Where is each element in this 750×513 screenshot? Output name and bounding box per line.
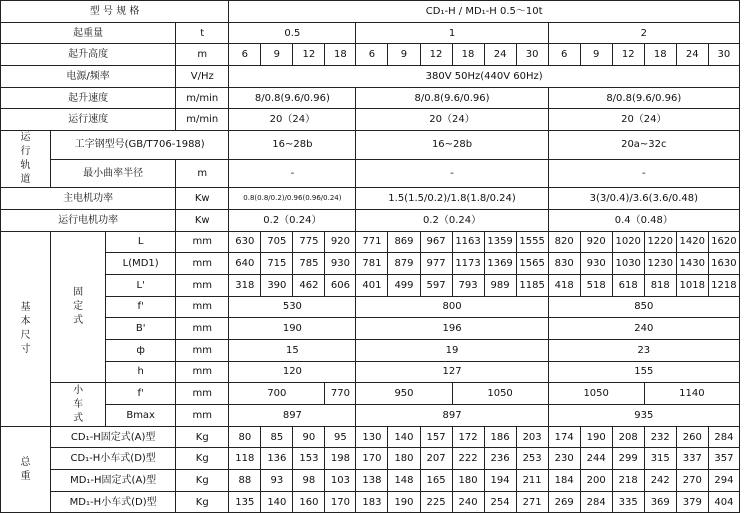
unit-cell: mm: [176, 274, 229, 296]
table-row: [1, 22, 740, 44]
value-cell: 180: [452, 470, 484, 492]
value-cell: 2: [548, 22, 739, 44]
value-cell: 418: [548, 274, 580, 296]
unit-cell: m: [176, 44, 229, 66]
value-cell: 30: [516, 44, 548, 66]
value-cell: 208: [612, 426, 644, 448]
value-cell: 640: [229, 253, 261, 275]
model-value: CD₁-H / MD₁-H 0.5～10t: [229, 1, 740, 23]
value-cell: 232: [644, 426, 676, 448]
unit-cell: m/min: [176, 109, 229, 131]
row-label: 运行电机功率: [1, 209, 176, 231]
value-cell: 1420: [676, 231, 708, 253]
unit-cell: mm: [176, 318, 229, 340]
value-cell: 184: [548, 470, 580, 492]
row-label: 运行速度: [1, 109, 176, 131]
dim-label: L': [106, 274, 176, 296]
value-cell: 8/0.8(9.6/0.96): [229, 87, 356, 109]
row-label: 起重量: [1, 22, 176, 44]
value-cell: 315: [644, 448, 676, 470]
value-cell: 299: [612, 448, 644, 470]
row-label: 工字钢型号(GB/T706-1988): [51, 131, 229, 160]
value-cell: 20（24）: [356, 109, 548, 131]
value-cell: 930: [580, 253, 612, 275]
value-cell: 160: [293, 491, 325, 513]
group-label-total-weight: 总重: [1, 426, 51, 513]
table-row: [1, 159, 740, 188]
value-cell: 530: [229, 296, 356, 318]
unit-cell: m: [176, 159, 229, 188]
unit-cell: m/min: [176, 87, 229, 109]
value-cell: 284: [580, 491, 612, 513]
value-cell: 93: [261, 470, 293, 492]
value-cell: 920: [325, 231, 356, 253]
group-label-fixed-type: 固定式: [51, 231, 106, 383]
value-cell: 284: [708, 426, 739, 448]
value-cell: 771: [356, 231, 388, 253]
row-label: 起升速度: [1, 87, 176, 109]
value-cell: 294: [708, 470, 739, 492]
dim-label: f': [106, 383, 176, 405]
value-cell: 518: [580, 274, 612, 296]
dim-label: L(MD1): [106, 253, 176, 275]
value-cell: 271: [516, 491, 548, 513]
value-cell: 597: [420, 274, 452, 296]
value-cell: 818: [644, 274, 676, 296]
value-cell: 18: [452, 44, 484, 66]
table-row: [1, 339, 740, 361]
value-cell: 95: [325, 426, 356, 448]
value-cell: 222: [452, 448, 484, 470]
value-cell: 190: [229, 318, 356, 340]
table-row: [1, 383, 740, 405]
value-cell: 499: [388, 274, 420, 296]
table-row: [1, 109, 740, 131]
value-cell: 318: [229, 274, 261, 296]
value-cell: 6: [356, 44, 388, 66]
unit-cell: mm: [176, 405, 229, 427]
value-cell: 85: [261, 426, 293, 448]
value-cell: 1185: [516, 274, 548, 296]
value-cell: 136: [261, 448, 293, 470]
table-row: [1, 491, 740, 513]
value-cell: 12: [293, 44, 325, 66]
value-cell: 630: [229, 231, 261, 253]
dim-label: h: [106, 361, 176, 383]
value-cell: 9: [261, 44, 293, 66]
value-cell: 879: [388, 253, 420, 275]
value-cell: 18: [644, 44, 676, 66]
value-cell: 148: [388, 470, 420, 492]
value-cell: 24: [484, 44, 516, 66]
value-cell: 0.8(0.8/0.2)/0.96(0.96/0.24): [229, 188, 356, 210]
value-cell: 170: [325, 491, 356, 513]
value-cell: 830: [548, 253, 580, 275]
value-cell: 850: [548, 296, 739, 318]
value-cell: 207: [420, 448, 452, 470]
value-cell: 1620: [708, 231, 739, 253]
dim-label: Bmax: [106, 405, 176, 427]
group-label-trolley-type: 小车式: [51, 383, 106, 426]
table-row: [1, 361, 740, 383]
value-cell: 186: [484, 426, 516, 448]
value-cell: 218: [612, 470, 644, 492]
value-cell: 16~28b: [229, 131, 356, 160]
value-cell: 1555: [516, 231, 548, 253]
value-cell: 935: [548, 405, 739, 427]
value-cell: 0.2（0.24）: [229, 209, 356, 231]
table-row: [1, 44, 740, 66]
value-cell: 897: [229, 405, 356, 427]
unit-cell: Kg: [176, 491, 229, 513]
value-cell: 242: [644, 470, 676, 492]
value-cell: 130: [356, 426, 388, 448]
value-cell: 240: [548, 318, 739, 340]
unit-cell: Kg: [176, 426, 229, 448]
unit-cell: mm: [176, 361, 229, 383]
table-row: [1, 426, 740, 448]
value-cell: 618: [612, 274, 644, 296]
value-cell: 977: [420, 253, 452, 275]
value-cell: 16~28b: [356, 131, 548, 160]
group-label-track: 运行轨道: [1, 131, 51, 188]
unit-cell: mm: [176, 253, 229, 275]
table-row: [1, 131, 740, 160]
value-cell: 869: [388, 231, 420, 253]
dim-label: B': [106, 318, 176, 340]
value-cell: 24: [676, 44, 708, 66]
value-cell: -: [548, 159, 739, 188]
unit-cell: Kg: [176, 448, 229, 470]
row-label: CD₁-H固定式(A)型: [51, 426, 176, 448]
value-cell: 1230: [644, 253, 676, 275]
value-cell: 9: [388, 44, 420, 66]
value-cell: 380V 50Hz(440V 60Hz): [229, 66, 740, 88]
unit-cell: mm: [176, 383, 229, 405]
value-cell: 174: [548, 426, 580, 448]
value-cell: 785: [293, 253, 325, 275]
value-cell: 1565: [516, 253, 548, 275]
unit-cell: mm: [176, 231, 229, 253]
value-cell: 20（24）: [229, 109, 356, 131]
value-cell: 897: [356, 405, 548, 427]
value-cell: 335: [612, 491, 644, 513]
value-cell: 98: [293, 470, 325, 492]
value-cell: 369: [644, 491, 676, 513]
row-label: 起升高度: [1, 44, 176, 66]
dim-label: f': [106, 296, 176, 318]
model-spec-label: 型 号 规 格: [1, 1, 229, 23]
value-cell: 196: [356, 318, 548, 340]
value-cell: 337: [676, 448, 708, 470]
value-cell: 244: [580, 448, 612, 470]
value-cell: 0.4（0.48）: [548, 209, 739, 231]
value-cell: 230: [548, 448, 580, 470]
value-cell: 254: [484, 491, 516, 513]
row-label: MD₁-H小车式(D)型: [51, 491, 176, 513]
value-cell: -: [356, 159, 548, 188]
value-cell: 1359: [484, 231, 516, 253]
value-cell: 9: [580, 44, 612, 66]
value-cell: 1220: [644, 231, 676, 253]
value-cell: 23: [548, 339, 739, 361]
value-cell: 0.2（0.24）: [356, 209, 548, 231]
value-cell: 20a~32c: [548, 131, 739, 160]
value-cell: 1163: [452, 231, 484, 253]
unit-cell: mm: [176, 339, 229, 361]
row-label: 电源/频率: [1, 66, 176, 88]
value-cell: 1050: [548, 383, 644, 405]
value-cell: 190: [580, 426, 612, 448]
value-cell: 153: [293, 448, 325, 470]
value-cell: 3(3/0.4)/3.6(3.6/0.48): [548, 188, 739, 210]
group-label-basic-dimensions: 基本尺寸: [1, 231, 51, 426]
value-cell: 800: [356, 296, 548, 318]
value-cell: 390: [261, 274, 293, 296]
value-cell: 1218: [708, 274, 739, 296]
value-cell: 775: [293, 231, 325, 253]
table-row: [1, 253, 740, 275]
value-cell: 103: [325, 470, 356, 492]
value-cell: 1018: [676, 274, 708, 296]
value-cell: 18: [325, 44, 356, 66]
value-cell: 1140: [644, 383, 739, 405]
table-row: [1, 448, 740, 470]
value-cell: 1020: [612, 231, 644, 253]
row-label: CD₁-H小车式(D)型: [51, 448, 176, 470]
value-cell: -: [229, 159, 356, 188]
unit-cell: Kw: [176, 209, 229, 231]
value-cell: 12: [420, 44, 452, 66]
value-cell: 12: [612, 44, 644, 66]
value-cell: 19: [356, 339, 548, 361]
table-row: [1, 296, 740, 318]
value-cell: 1430: [676, 253, 708, 275]
table-row: [1, 231, 740, 253]
value-cell: 793: [452, 274, 484, 296]
value-cell: 135: [229, 491, 261, 513]
dim-label: L: [106, 231, 176, 253]
table-row: [1, 274, 740, 296]
value-cell: 157: [420, 426, 452, 448]
value-cell: 20（24）: [548, 109, 739, 131]
value-cell: 404: [708, 491, 739, 513]
value-cell: 190: [388, 491, 420, 513]
table-row: [1, 66, 740, 88]
table-row: [1, 209, 740, 231]
value-cell: 183: [356, 491, 388, 513]
value-cell: 118: [229, 448, 261, 470]
value-cell: 989: [484, 274, 516, 296]
value-cell: 0.5: [229, 22, 356, 44]
unit-cell: Kw: [176, 188, 229, 210]
dim-label: ф: [106, 339, 176, 361]
value-cell: 15: [229, 339, 356, 361]
value-cell: 967: [420, 231, 452, 253]
value-cell: 194: [484, 470, 516, 492]
value-cell: 781: [356, 253, 388, 275]
unit-cell: mm: [176, 296, 229, 318]
value-cell: 820: [548, 231, 580, 253]
value-cell: 30: [708, 44, 739, 66]
value-cell: 240: [452, 491, 484, 513]
row-label: MD₁-H固定式(A)型: [51, 470, 176, 492]
value-cell: 930: [325, 253, 356, 275]
value-cell: 172: [452, 426, 484, 448]
value-cell: 90: [293, 426, 325, 448]
value-cell: 700: [229, 383, 325, 405]
value-cell: 225: [420, 491, 452, 513]
value-cell: 379: [676, 491, 708, 513]
value-cell: 165: [420, 470, 452, 492]
value-cell: 155: [548, 361, 739, 383]
value-cell: 127: [356, 361, 548, 383]
value-cell: 140: [261, 491, 293, 513]
value-cell: 270: [676, 470, 708, 492]
value-cell: 950: [356, 383, 452, 405]
value-cell: 715: [261, 253, 293, 275]
unit-cell: t: [176, 22, 229, 44]
value-cell: 1030: [612, 253, 644, 275]
value-cell: 120: [229, 361, 356, 383]
row-label: 最小曲率半径: [51, 159, 176, 188]
table-row: [1, 1, 740, 23]
value-cell: 8/0.8(9.6/0.96): [356, 87, 548, 109]
value-cell: 6: [548, 44, 580, 66]
value-cell: 1.5(1.5/0.2)/1.8(1.8/0.24): [356, 188, 548, 210]
value-cell: 200: [580, 470, 612, 492]
value-cell: 211: [516, 470, 548, 492]
value-cell: 138: [356, 470, 388, 492]
value-cell: 6: [229, 44, 261, 66]
value-cell: 140: [388, 426, 420, 448]
value-cell: 1050: [452, 383, 548, 405]
value-cell: 8/0.8(9.6/0.96): [548, 87, 739, 109]
unit-cell: V/Hz: [176, 66, 229, 88]
value-cell: 260: [676, 426, 708, 448]
value-cell: 180: [388, 448, 420, 470]
value-cell: 170: [356, 448, 388, 470]
value-cell: 920: [580, 231, 612, 253]
value-cell: 203: [516, 426, 548, 448]
value-cell: 1630: [708, 253, 739, 275]
value-cell: 462: [293, 274, 325, 296]
value-cell: 198: [325, 448, 356, 470]
value-cell: 606: [325, 274, 356, 296]
row-label: 主电机功率: [1, 188, 176, 210]
value-cell: 236: [484, 448, 516, 470]
value-cell: 705: [261, 231, 293, 253]
value-cell: 1173: [452, 253, 484, 275]
value-cell: 80: [229, 426, 261, 448]
unit-cell: Kg: [176, 470, 229, 492]
table-row: [1, 318, 740, 340]
table-row: [1, 470, 740, 492]
value-cell: 253: [516, 448, 548, 470]
value-cell: 269: [548, 491, 580, 513]
value-cell: 357: [708, 448, 739, 470]
value-cell: 401: [356, 274, 388, 296]
table-row: [1, 188, 740, 210]
value-cell: 770: [325, 383, 356, 405]
value-cell: 1369: [484, 253, 516, 275]
value-cell: 1: [356, 22, 548, 44]
value-cell: 88: [229, 470, 261, 492]
table-row: [1, 405, 740, 427]
table-row: [1, 87, 740, 109]
